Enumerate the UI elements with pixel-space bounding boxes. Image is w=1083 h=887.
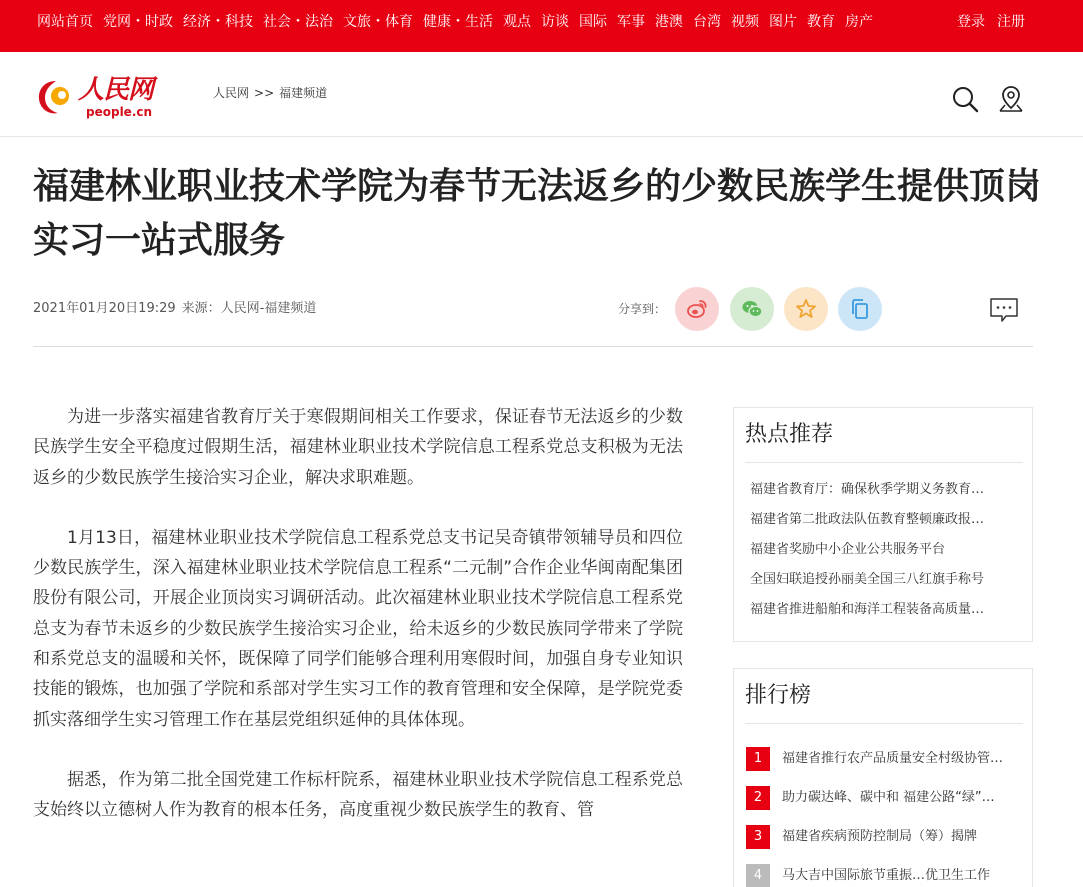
rank-text[interactable]: 福建省推行农产品质量安全村级协管…: [782, 751, 1004, 766]
hot-item[interactable]: 福建省第二批政法队伍教育整顿廉政报…: [750, 512, 985, 527]
hot-recommend-title: 热点推荐: [745, 422, 834, 447]
rank-item[interactable]: [746, 825, 1026, 864]
location-icon[interactable]: [996, 84, 1026, 114]
ranking-list: [746, 747, 1026, 887]
hot-item[interactable]: 福建省奖励中小企业公共服务平台: [750, 542, 946, 557]
article-body: [33, 402, 683, 856]
search-icon[interactable]: [950, 84, 980, 114]
comment-icon[interactable]: [989, 297, 1019, 323]
rank-text[interactable]: 助力碳达峰、碳中和 福建公路“绿”…: [782, 790, 995, 805]
nav-item-photo[interactable]: 图片: [769, 14, 797, 30]
copy-icon: [849, 298, 871, 320]
breadcrumb: [213, 86, 327, 100]
star-icon: [795, 298, 817, 320]
ranking-title: 排行榜: [745, 683, 812, 708]
hot-item[interactable]: 福建省教育厅：确保秋季学期义务教育…: [750, 482, 985, 497]
nav-item-culture[interactable]: 文旅・体育: [343, 14, 413, 30]
rank-number: 4: [746, 864, 770, 887]
hot-item[interactable]: 全国妇联追授孙丽美全国三八红旗手称号: [750, 572, 985, 587]
nav-item-home[interactable]: 网站首页: [37, 14, 93, 30]
share-favorite-button[interactable]: [784, 287, 828, 331]
site-logo[interactable]: [36, 74, 156, 120]
nav-item-interview[interactable]: 访谈: [541, 14, 569, 30]
nav-item-opinion[interactable]: 观点: [503, 14, 531, 30]
meta-divider: [33, 346, 1033, 347]
article-paragraph: 为进一步落实福建省教育厅关于寒假期间相关工作要求，保证春节无法返乡的少数民族学生安全平稳度过假期生活，福建林业职业技术学院信息工程系党总支积极为无法返乡的少数民族学生接洽实习企业，解决求职难题。: [33, 407, 683, 488]
rank-number: 2: [746, 786, 770, 810]
article-paragraph: 1月13日，福建林业职业技术学院信息工程系党总支书记吴奇镇带领辅导员和四位少数民族学生，深入福建林业职业技术学院信息工程系“二元制”合作企业华闽南配集团股份有限公司，开展企业顶岗实习调研活动。此次福建林业职业技术学院信息工程系党总支为春节未返乡的少数民族学生接洽实习企业，给未返乡的少数民族同学带来了学院和系党总支的温暖和关怀，既保障了同学们能够合理利用寒假时间，加强自身专业知识技能的锻炼，也加强了学院和系部对学生实习工作的教育管理和安全保障，是学院党委抓实落细学生实习管理工作在基层党组织延伸的具体体现。: [33, 527, 683, 730]
breadcrumb-home[interactable]: 人民网: [213, 86, 250, 100]
register-link[interactable]: 注册: [997, 14, 1025, 30]
nav-item-education[interactable]: 教育: [807, 14, 835, 30]
share-weibo-button[interactable]: [675, 287, 719, 331]
ranking-panel: [733, 668, 1033, 887]
nav-item-health[interactable]: 健康・生活: [423, 14, 493, 30]
breadcrumb-channel[interactable]: 福建频道: [279, 86, 328, 100]
nav-item-hkmacao[interactable]: 港澳: [655, 14, 683, 30]
panel-divider: [745, 462, 1023, 463]
hot-item[interactable]: 福建省推进船舶和海洋工程装备高质量…: [750, 602, 985, 617]
nav-item-video[interactable]: 视频: [731, 14, 759, 30]
rank-number: 3: [746, 825, 770, 849]
article-source[interactable]: 来源：人民网-福建频道: [181, 301, 317, 316]
share-label: 分享到：: [618, 302, 667, 316]
rank-item[interactable]: [746, 786, 1026, 825]
wechat-icon: [741, 298, 763, 320]
rank-text[interactable]: 马大吉中国际旅节重振…优卫生工作: [782, 868, 991, 883]
logo-text-cn: 人民网: [78, 75, 154, 105]
nav-item-economy[interactable]: 经济・科技: [183, 14, 253, 30]
breadcrumb-separator: >>: [254, 86, 275, 100]
article-paragraph: 据悉，作为第二批全国党建工作标杆院系，福建林业职业技术学院信息工程系党总支始终以立德树人作为教育的根本任务，高度重视少数民族学生的教育、管: [33, 769, 683, 821]
nav-item-world[interactable]: 国际: [579, 14, 607, 30]
auth-links: [945, 14, 1025, 31]
login-link[interactable]: 登录: [957, 14, 985, 30]
nav-item-politics[interactable]: 党网・时政: [103, 14, 173, 30]
article-meta: [33, 301, 316, 317]
nav-item-military[interactable]: 军事: [617, 14, 645, 30]
rank-text[interactable]: 福建省疾病预防控制局（筹）揭牌: [782, 829, 978, 844]
share-copy-button[interactable]: [838, 287, 882, 331]
nav-item-realestate[interactable]: 房产: [845, 14, 873, 30]
logo-text-en: people.cn: [86, 105, 153, 119]
article-title: 福建林业职业技术学院为春节无法返乡的少数民族学生提供顶岗实习一站式服务: [33, 166, 1042, 261]
rank-number: 1: [746, 747, 770, 771]
top-nav-bar: [0, 0, 1083, 52]
hot-recommend-panel: [733, 407, 1033, 642]
logo-mark-icon: [36, 78, 76, 116]
nav-item-taiwan[interactable]: 台湾: [693, 14, 721, 30]
hot-recommend-list: [750, 482, 1010, 632]
header-divider: [0, 136, 1083, 137]
nav-item-society[interactable]: 社会・法治: [263, 14, 333, 30]
panel-divider: [745, 723, 1023, 724]
share-wechat-button[interactable]: [730, 287, 774, 331]
weibo-icon: [686, 298, 708, 320]
rank-item[interactable]: [746, 747, 1026, 786]
rank-item[interactable]: [746, 864, 1026, 887]
top-nav-menu: [37, 14, 883, 31]
article-datetime: 2021年01月20日19:29: [33, 301, 176, 316]
